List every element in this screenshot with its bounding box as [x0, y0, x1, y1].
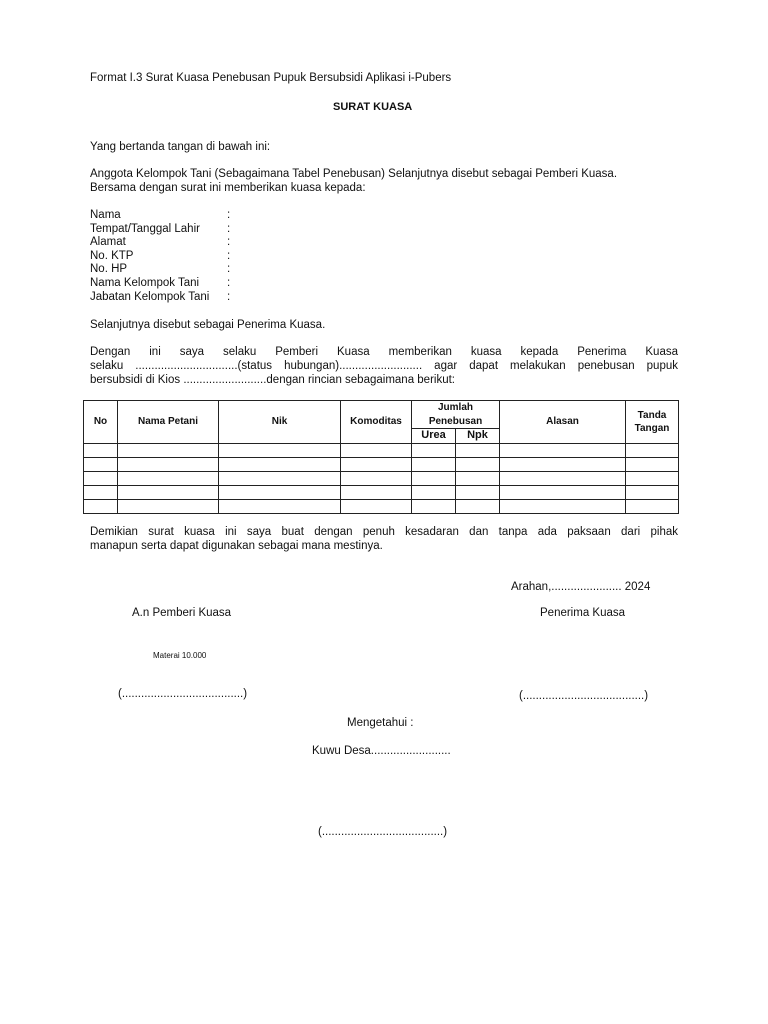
- tanda-line-2: Tangan: [634, 423, 670, 435]
- col-header-nama-petani: Nama Petani: [118, 401, 219, 444]
- field-colon: :: [227, 236, 231, 249]
- field-row-no-hp: [90, 263, 230, 277]
- table-body: [84, 444, 679, 514]
- col-header-jumlah-penebusan: [412, 401, 500, 429]
- field-label: No. KTP: [90, 249, 134, 262]
- opening-line: Yang bertanda tangan di bawah ini:: [90, 141, 271, 153]
- recipient-fields: [90, 209, 230, 304]
- field-colon: :: [227, 290, 231, 303]
- receiver-name-blank: (......................................): [519, 690, 649, 702]
- stamp-note: Materai 10.000: [153, 651, 207, 660]
- place-date: Arahan,...................... 2024: [511, 581, 651, 593]
- witness-label: Mengetahui :: [347, 717, 414, 729]
- receiver-label: Penerima Kuasa: [540, 607, 626, 619]
- col-header-alasan: Alasan: [500, 401, 626, 444]
- col-header-tanda-tangan: [626, 401, 679, 444]
- document-title: SURAT KUASA: [333, 101, 413, 113]
- tanda-line-1: Tanda: [637, 409, 667, 421]
- body-line-3: bersubsidi di Kios ..........................dengan rincian sebagaimana berikut:: [90, 374, 455, 386]
- col-header-nik: Nik: [219, 401, 341, 444]
- giver-name-blank: (......................................): [118, 688, 248, 700]
- col-header-npk: Npk: [456, 429, 500, 444]
- format-line: Format I.3 Surat Kuasa Penebusan Pupuk Bersubsidi Aplikasi i-Pubers: [90, 72, 452, 84]
- col-header-urea: Urea: [412, 429, 456, 444]
- field-label: Nama Kelompok Tani: [90, 276, 200, 289]
- recipient-note: Selanjutnya disebut sebagai Penerima Kuasa.: [90, 319, 326, 331]
- giver-label: A.n Pemberi Kuasa: [132, 607, 232, 619]
- field-label: Tempat/Tanggal Lahir: [90, 222, 200, 235]
- jumlah-line-2: Penebusan: [428, 415, 483, 427]
- field-row-alamat: [90, 236, 230, 250]
- field-row-jabatan-kelompok-tani: [90, 291, 230, 305]
- field-label: No. HP: [90, 263, 128, 276]
- witness-name-blank: (......................................): [318, 826, 448, 838]
- col-header-komoditas: Komoditas: [341, 401, 412, 444]
- table-row: [84, 486, 679, 500]
- field-label: Jabatan Kelompok Tani: [90, 290, 210, 303]
- field-colon: :: [227, 276, 231, 289]
- table-row: [84, 500, 679, 514]
- field-colon: :: [227, 209, 231, 221]
- field-label: Alamat: [90, 236, 126, 249]
- table-header-row: [84, 401, 679, 429]
- field-row-nama-kelompok-tani: [90, 277, 230, 291]
- closing-line-1: Demikian surat kuasa ini saya buat dengan penuh kesadaran dan tanpa ada paksaan dari pihak: [90, 526, 678, 538]
- field-row-no-ktp: [90, 250, 230, 264]
- col-header-no: No: [84, 401, 118, 444]
- field-row-tempat-tanggal-lahir: [90, 223, 230, 237]
- closing-line-2: manapun serta dapat digunakan sebagai mana mestinya.: [90, 540, 383, 552]
- body-line-2: selaku ................................(status hubungan).......................... agar dapat melakukan penebusan pupuk: [90, 360, 678, 372]
- field-label: Nama: [90, 209, 121, 221]
- witness-title: Kuwu Desa.........................: [312, 745, 451, 757]
- field-colon: :: [227, 222, 231, 235]
- intro-line-1: Anggota Kelompok Tani (Sebagaimana Tabel Penebusan) Selanjutnya disebut sebagai Pemberi Kuasa.: [90, 168, 618, 180]
- jumlah-line-1: Jumlah: [438, 402, 474, 413]
- field-row-nama: [90, 209, 230, 223]
- table-row: [84, 458, 679, 472]
- table-row: [84, 472, 679, 486]
- table-row: [84, 444, 679, 458]
- penebusan-table: [83, 400, 679, 514]
- field-colon: :: [227, 263, 231, 276]
- intro-line-2: Bersama dengan surat ini memberikan kuasa kepada:: [90, 182, 366, 194]
- field-colon: :: [227, 249, 231, 262]
- body-line-1: Dengan ini saya selaku Pemberi Kuasa memberikan kuasa kepada Penerima Kuasa: [90, 346, 678, 358]
